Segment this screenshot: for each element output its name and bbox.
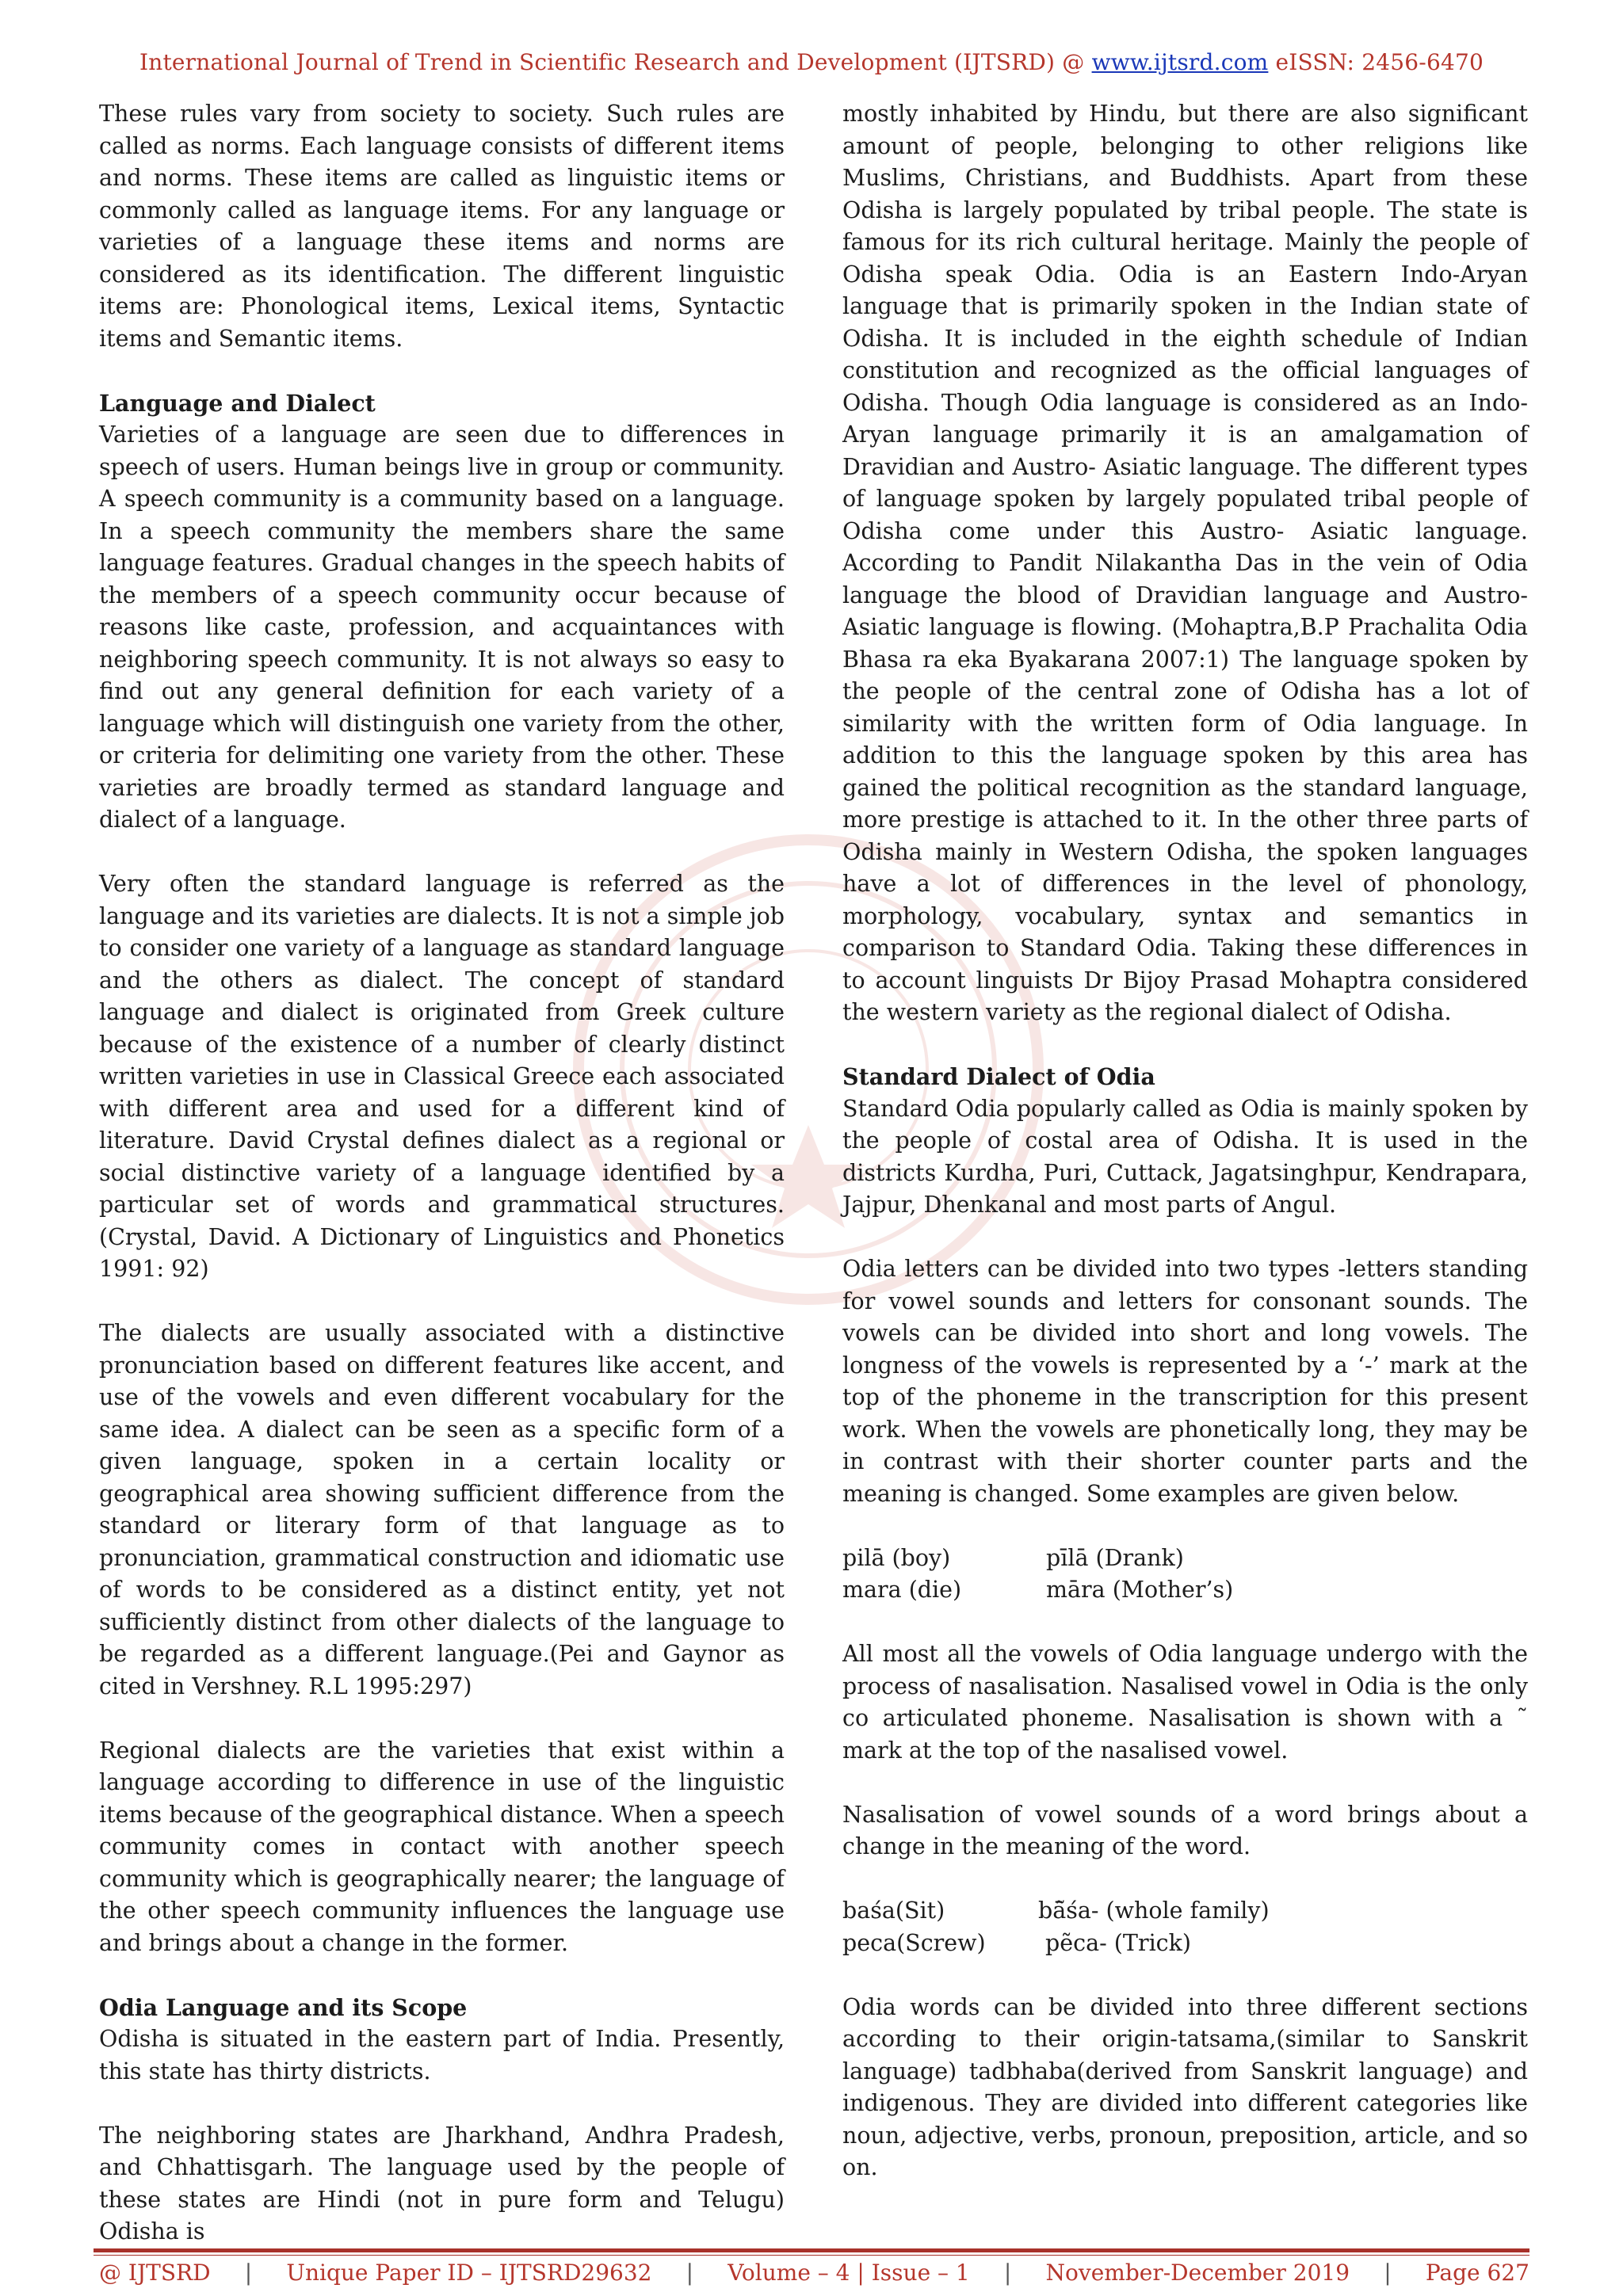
paragraph: Standard Odia popularly called as Odia is mainly spoken by the people of costal area of Odisha. It is used in the districts Kurdha, Puri, Cuttack, Jagatsinghpur, Kendrapara, Jajpur, Dhenkanal and most parts of Angul. (842, 1095, 1528, 1218)
nasalisation-examples (842, 1895, 1528, 1959)
paragraph: Varieties of a language are seen due to differences in speech of users. Human beings live in group or community. A speech community is a community based on a language. In a speech community the members share the same language features. Gradual changes in the speech habits of the members of a speech community occur because of reasons like caste, profession, and acquaintances with neighboring speech community. It is not always so easy to find out any general definition for each variety of a language which will distinguish one variety from the other, or criteria for delimiting one variety from the other. These varieties are broadly termed as standard language and dialect of a language. (99, 421, 785, 833)
running-footer (99, 2260, 1529, 2286)
header-text: International Journal of Trend in Scientific Research and Development (IJTSRD) @ (139, 49, 1092, 75)
paragraph: All most all the vowels of Odia language undergo with the process of nasalisation. Nasalised vowel in Odia is the only co articulated phoneme. Nasalisation is shown with a ˜ mark at the top of the nasalised vowel. (842, 1641, 1528, 1764)
paragraph: Very often the standard language is referred as the language and its varieties are dialects. It is not a simple job to consider one variety of a language as standard language and the others as dialect. The concept of standard language and dialect is originated from Greek culture because of the existence of a number of clearly distinct written varieties in use in Classical Greece each associated with different area and used for a different kind of literature. David Crystal defines dialect as a regional or social distinctive variety of a language identified by a particular set of words and grammatical structures. (Crystal, David. A Dictionary of Linguistics and Phonetics 1991: 92) (99, 871, 785, 1282)
footer-rule (94, 2248, 1529, 2252)
left-column (99, 98, 785, 2280)
footer-separator: | (244, 2260, 253, 2286)
footer-rule-thin (94, 2255, 1529, 2256)
vowel-length-examples (842, 1543, 1528, 1607)
header-issn: eISSN: 2456-6470 (1268, 49, 1484, 75)
footer-page-number: Page 627 (1425, 2260, 1529, 2286)
section-heading-odia-scope: Odia Language and its Scope (99, 1993, 468, 2021)
paragraph: Odia words can be divided into three different sections according to their origin-tatsama,(similar to Sanskrit language) tadbhaba(derived from Sanskrit language) and indigenous. They are divided into different categories like noun, adjective, verbs, pronoun, preposition, article, and so on. (842, 1993, 1528, 2180)
footer-separator: | (685, 2260, 694, 2286)
section-heading-language-dialect: Language and Dialect (99, 389, 376, 417)
paragraph: mostly inhabited by Hindu, but there are also significant amount of people, belonging to other religions like Muslims, Christians, and Buddhists. Apart from these Odisha is largely populated by tribal people. The state is famous for its rich cultural heritage. Mainly the people of Odisha speak Odia. Odia is an Eastern Indo-Aryan language that is primarily spoken in the Indian state of Odisha. It is included in the eighth schedule of Indian constitution and recognized as the official languages of Odisha. Though Odia language is considered as an Indo-Aryan language primarily it is an amalgamation of Dravidian and Austro- Asiatic language. The different types of language spoken by largely populated tribal people of Odisha come under this Austro- Asiatic language. According to Pandit Nilakantha Das in the vein of Odia language the blood of Dravidian language and Austro-Asiatic language is flowing. (Mohaptra,B.P Prachalita Odia Bhasa ra eka Byakarana 2007:1) The language spoken by the people of the central zone of Odisha has a lot of similarity with the written form of Odia language. In addition to this the language spoken by this area has gained the political recognition as the standard language, more prestige is attached to it. In the other three parts of Odisha mainly in Western Odisha, the spoken languages have a lot of differences in the level of phonology, morphology, vocabulary, syntax and semantics in comparison to Standard Odia. Taking these differences in to account linguists Dr Bijoy Prasad Mohaptra considered the western variety as the regional dialect of Odisha. (842, 101, 1528, 1025)
paragraph: These rules vary from society to society. Such rules are called as norms. Each language consists of different items and norms. These items are called as linguistic items or commonly called as language items. For any language or varieties of a language these items and norms are considered as its identification. The different linguistic items are: Phonological items, Lexical items, Syntactic items and Semantic items. (99, 101, 785, 352)
paragraph: Regional dialects are the varieties that exist within a language according to difference in use of the linguistic items because of the geographical distance. When a speech community comes in contact with another speech community which is geographically nearer; the language of the other speech community influences the language use and brings about a change in the former. (99, 1737, 785, 1956)
footer-date: November-December 2019 (1045, 2260, 1350, 2286)
footer-separator: | (1384, 2260, 1392, 2286)
section-heading-standard-dialect: Standard Dialect of Odia (842, 1063, 1155, 1090)
example-row: pilā (boy) pīlā (Drank) (842, 1544, 1184, 1571)
paragraph: Odisha is situated in the eastern part of India. Presently, this state has thirty districts. (99, 2026, 785, 2084)
running-header (0, 49, 1623, 75)
paragraph: The dialects are usually associated with a distinctive pronunciation based on different features like accent, and use of the vowels and even different vocabulary for the same idea. A dialect can be seen as a specific form of a given language, spoken in a certain locality or geographical area showing sufficient difference from the standard or literary form of that language as to pronunciation, grammatical construction and idiomatic use of words to be considered as a distinct entity, yet not sufficiently distinct from other dialects of the language to be regarded as a different language.(Pei and Gaynor as cited in Vershney. R.L 1995:297) (99, 1320, 785, 1699)
footer-volume-issue: Volume – 4 | Issue – 1 (727, 2260, 970, 2286)
journal-link[interactable]: www.ijtsrd.com (1091, 49, 1269, 75)
paragraph: Nasalisation of vowel sounds of a word brings about a change in the meaning of the word. (842, 1801, 1528, 1859)
paragraph: The neighboring states are Jharkhand, Andhra Pradesh, and Chhattisgarh. The language used by the people of these states are Hindi (not in pure form and Telugu) Odisha is (99, 2122, 785, 2245)
example-row: peca(Screw) pẽca- (Trick) (842, 1929, 1192, 1956)
footer-paper-id: Unique Paper ID – IJTSRD29632 (286, 2260, 652, 2286)
footer-copyright: @ IJTSRD (99, 2260, 211, 2286)
example-row: mara (die) māra (Mother’s) (842, 1577, 1234, 1603)
example-row: baśa(Sit) bā̃śa- (whole family) (842, 1897, 1270, 1924)
paragraph: Odia letters can be divided into two types -letters standing for vowel sounds and letters for consonant sounds. The vowels can be divided into short and long vowels. The longness of the vowels is represented by a ‘-’ mark at the top of the phoneme in the transcription for this present work. When the vowels are phonetically long, they may be in contrast with their shorter counter parts and the meaning is changed. Some examples are given below. (842, 1256, 1528, 1507)
right-column (842, 98, 1528, 2216)
footer-separator: | (1003, 2260, 1012, 2286)
